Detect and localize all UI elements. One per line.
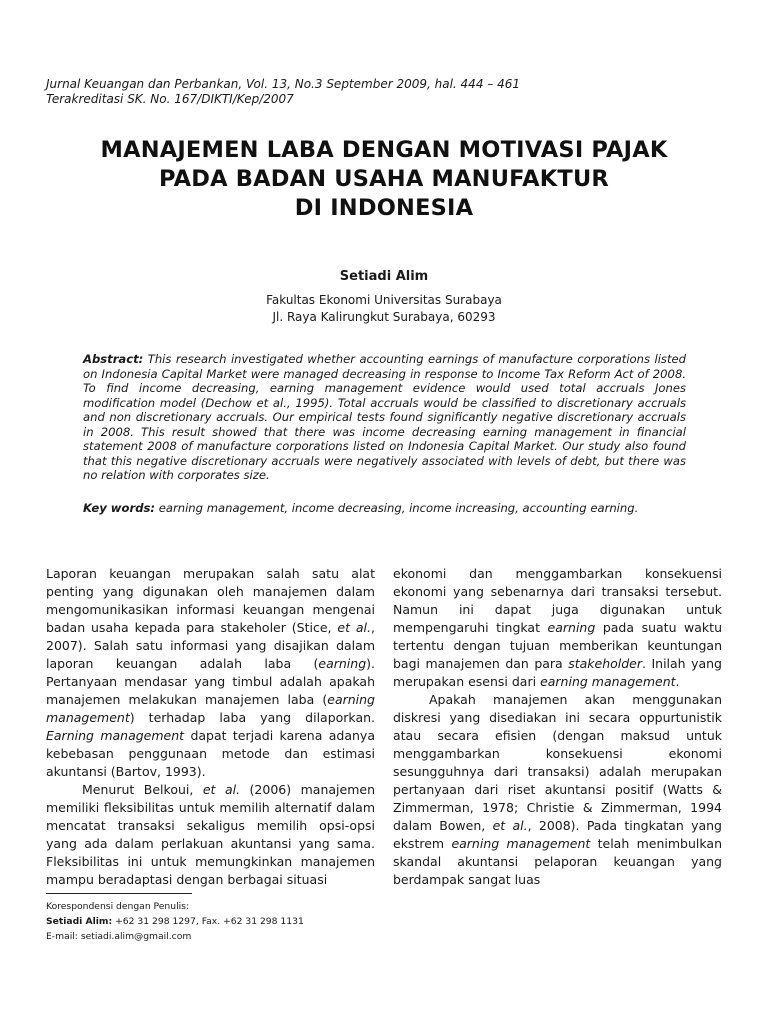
text-run-italic: earning management: [540, 674, 676, 689]
text-run-italic: earning: [318, 656, 367, 671]
footnote-divider: [46, 893, 192, 894]
text-run-italic: Earning management: [46, 728, 185, 743]
text-run: Laporan keuangan merupakan salah satu alat penting yang digunakan oleh manajemen dalam mengomunikasikan informasi keuangan mengenai badan usaha kepada para stakeholer (Stice,: [46, 566, 375, 635]
body-column-left: [46, 565, 375, 889]
text-run: Apakah manajemen akan menggunakan diskresi yang disediakan ini secara oppurtunistik atau secara efisien (dengan maksud untuk menggambarkan konsekuensi ekonomi sesungguhnya dari transaksi) adalah merupakan pertanyaan dari riset akuntansi positif (Watts & Zimmerman, 1978; Christie & Zimmerman, 1994 dalam Bowen,: [393, 692, 722, 833]
text-run: .: [675, 674, 680, 689]
text-run: ). Pertanyaan mendasar yang timbul adalah apakah manajemen melakukan manajemen laba (: [46, 656, 375, 707]
footnote-phone: +62 31 298 1297, Fax. +62 31 298 1131: [112, 916, 304, 927]
author-name: Setiadi Alim: [339, 269, 429, 284]
text-run: dapat terjadi karena adanya kebebasan penggunaan metode dan estimasi akuntansi (Bartov, 1993).: [46, 728, 375, 779]
text-run: , 2008). Pada tingkatan yang ekstrem: [393, 818, 722, 851]
text-run-italic: earning management: [46, 692, 375, 725]
journal-accreditation-line: Terakreditasi SK. No. 167/DIKTI/Kep/2007: [46, 92, 294, 106]
text-run-italic: et al.: [337, 620, 372, 635]
correspondence-footnote: [46, 899, 304, 944]
journal-citation-line1: Jurnal Keuangan dan Perbankan, Vol. 13, No.3 September 2009, hal. 444 – 461: [46, 77, 520, 91]
text-run: , 2007). Salah satu informasi yang disajikan dalam laporan keuangan adalah laba (: [46, 620, 375, 671]
text-run-italic: et al.: [492, 818, 528, 833]
paper-title-line1: MANAJEMEN LABA DENGAN MOTIVASI PAJAK: [100, 137, 668, 163]
text-run-italic: stakeholder: [568, 656, 643, 671]
text-run-italic: earning management: [451, 836, 591, 851]
footnote-author-label: Setiadi Alim:: [46, 916, 113, 927]
text-run: ) terhadap laba yang dilaporkan.: [129, 710, 375, 725]
text-run: Menurut Belkoui,: [82, 782, 203, 797]
text-run: pada suatu waktu tertentu dengan tujuan memberikan keuntungan bagi manajemen dan para: [393, 620, 722, 671]
affiliation-line1: Fakultas Ekonomi Universitas Surabaya: [266, 293, 502, 307]
text-run: ekonomi dan menggambarkan konsekuensi ekonomi yang sebenarnya dari transaksi tersebut. Namun ini dapat juga digunakan untuk mempengaruhi tingkat: [393, 566, 722, 635]
affiliation-line2: Jl. Raya Kalirungkut Surabaya, 60293: [272, 310, 496, 324]
abstract: [83, 352, 686, 483]
abstract-label: Abstract:: [83, 352, 144, 366]
text-run-italic: et al.: [202, 782, 241, 797]
author-affiliation: [0, 292, 768, 326]
journal-citation: [46, 77, 520, 107]
body-column-right: [393, 565, 722, 889]
keywords: [83, 501, 703, 516]
footnote-heading: Korespondensi dengan Penulis:: [46, 901, 190, 912]
text-run: . Inilah yang merupakan esensi dari: [393, 656, 722, 689]
body-paragraph: [46, 781, 375, 889]
text-run: telah menimbulkan skandal akuntansi pelaporan keuangan yang berdampak sangat luas: [393, 836, 722, 887]
body-paragraph: [46, 565, 375, 781]
keywords-text: earning management, income decreasing, income increasing, accounting earning.: [155, 501, 639, 515]
body-paragraph: [393, 565, 722, 691]
body-paragraph: [393, 691, 722, 889]
footnote-email: E-mail: setiadi.alim@gmail.com: [46, 931, 192, 942]
footnote-contact: [46, 914, 304, 929]
keywords-label: Key words:: [83, 501, 156, 515]
paper-title: [0, 136, 768, 223]
abstract-text: This research investigated whether accounting earnings of manufacture corporations listed on Indonesia Capital Market were managed decreasing in response to Income Tax Reform Act of 2008. To find income decreasing, earning management evidence would used total accruals Jones modification model (Dechow et al., 1995). Total accruals would be classified to discretionary accruals and non discretionary accruals. Our empirical tests found significantly negative discretionary accruals in 2008. This result showed that there was income decreasing earning management in financial statement 2008 of manufacture corporations listed on Indonesia Capital Market. Our study also found that this negative discretionary accruals were negatively associated with levels of debt, but there was no relation with corporates size.: [83, 352, 686, 482]
paper-title-line3: DI INDONESIA: [294, 195, 474, 221]
paper-title-line2: PADA BADAN USAHA MANUFAKTUR: [159, 166, 609, 192]
text-run: (2006) manajemen memiliki fleksibilitas untuk memilih alternatif dalam mencatat transaksi sekaligus memilih opsi-opsi yang ada dalam perlakuan akuntansi yang sama. Fleksibilitas ini untuk memungkinkan manajemen mampu beradaptasi dengan berbagai situasi: [46, 782, 375, 887]
text-run-italic: earning: [547, 620, 596, 635]
